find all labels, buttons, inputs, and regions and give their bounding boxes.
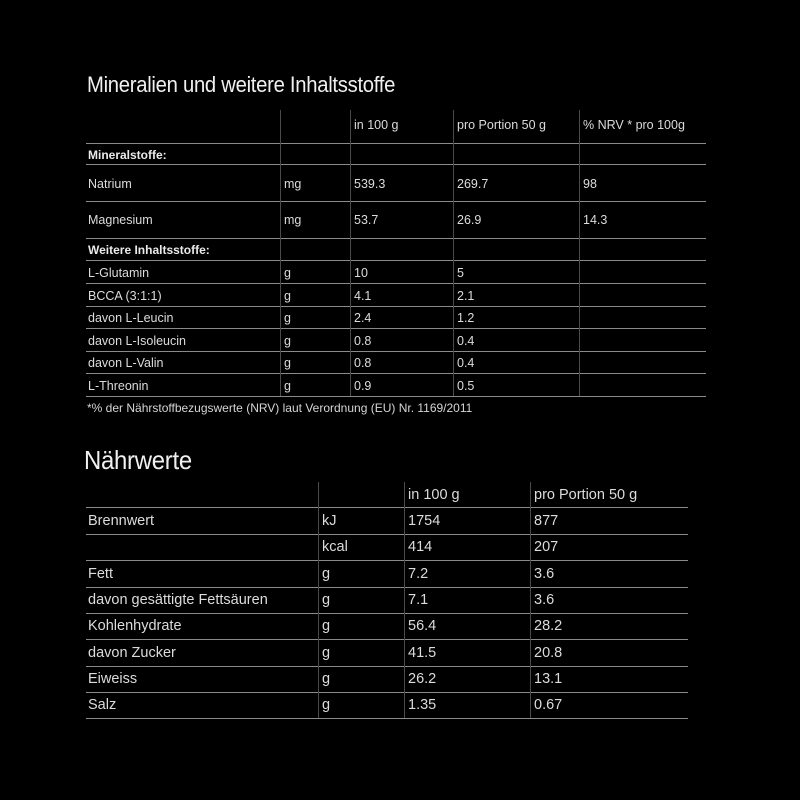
value-per-100g: 53.7 [354,213,379,227]
column-divider [280,110,281,396]
nutrient-name: Eiweiss [88,670,138,687]
value-per-portion: 0.4 [457,333,475,348]
unit-cell: kcal [322,539,348,556]
unit-cell: g [284,333,291,348]
value-per-100g: 10 [354,266,368,280]
nutrient-name: davon gesättigte Fettsäuren [88,591,268,608]
value-per-portion: 20.8 [534,644,563,661]
value-per-100g: 7.1 [408,591,429,608]
row-divider [86,396,706,397]
value-per-portion: 1.2 [457,311,475,326]
value-per-100g: 0.9 [354,379,372,393]
mineral-section-title: Mineralien und weitere Inhaltsstoffe [87,72,396,97]
row-divider [86,164,706,165]
value-per-portion: 28.2 [534,618,563,635]
nrv-percent: 14.3 [583,213,608,227]
value-per-100g: 26.2 [408,670,437,687]
ingredient-name: L-Glutamin [88,266,150,280]
unit-cell: kJ [322,513,337,529]
column-header: pro Portion 50 g [534,487,638,503]
value-per-100g: 414 [408,539,433,556]
column-header: in 100 g [354,118,399,132]
unit-cell: g [284,356,291,371]
value-per-100g: 56.4 [408,618,437,635]
ingredient-name: BCCA (3:1:1) [88,288,162,303]
value-per-portion: 3.6 [534,591,555,608]
header-divider [86,143,706,144]
value-per-portion: 2.1 [457,288,475,303]
nutrition-section-title: Nährwerte [84,445,192,475]
row-divider [86,666,688,667]
row-divider [86,373,706,374]
unit-cell: g [322,618,331,635]
value-per-100g: 41.5 [408,644,437,661]
unit-cell: mg [284,213,302,227]
row-divider [86,613,688,614]
row-divider [86,718,688,719]
row-divider [86,283,706,284]
nrv-footnote: *% der Nährstoffbezugswerte (NRV) laut Verordnung (EU) Nr. 1169/2011 [87,401,473,415]
value-per-portion: 5 [457,266,464,280]
row-divider [86,639,688,640]
group-label-minerals: Mineralstoffe: [88,148,167,162]
row-divider [86,560,688,561]
value-per-100g: 1.35 [408,697,437,714]
row-divider [86,534,688,535]
value-per-portion: 0.67 [534,697,563,714]
value-per-100g: 0.8 [354,356,372,371]
row-divider [86,692,688,693]
unit-cell: g [322,670,331,687]
group-label-further: Weitere Inhaltsstoffe: [88,243,210,257]
row-divider [86,238,706,239]
value-per-portion: 3.6 [534,565,555,582]
value-per-100g: 4.1 [354,288,372,303]
unit-cell: g [322,697,331,714]
value-per-100g: 7.2 [408,565,429,582]
nutrient-name: Kohlenhydrate [88,618,182,635]
row-divider [86,328,706,329]
unit-cell: g [284,311,291,326]
ingredient-name: davon L-Valin [88,356,164,371]
column-header: % NRV * pro 100g [583,118,685,132]
row-divider [86,260,706,261]
column-divider [453,110,454,396]
ingredient-name: davon L-Leucin [88,311,174,326]
column-divider [350,110,351,396]
column-header: pro Portion 50 g [457,118,546,132]
unit-cell: g [322,591,331,608]
nutrient-name: Brennwert [88,513,155,529]
column-divider [318,482,319,718]
nrv-percent: 98 [583,177,597,191]
value-per-100g: 2.4 [354,311,372,326]
value-per-100g: 0.8 [354,333,372,348]
value-per-portion: 26.9 [457,213,482,227]
row-divider [86,587,688,588]
header-divider [86,507,688,508]
unit-cell: g [284,379,291,393]
row-divider [86,201,706,202]
unit-cell: g [322,565,331,582]
unit-cell: g [322,644,331,661]
ingredient-name: davon L-Isoleucin [88,333,186,348]
value-per-portion: 0.5 [457,379,475,393]
mineral-name: Magnesium [88,213,153,227]
value-per-portion: 269.7 [457,177,489,191]
nutrient-name: Salz [88,697,117,714]
unit-cell: mg [284,177,302,191]
value-per-100g: 1754 [408,513,441,529]
column-divider [579,110,580,396]
value-per-portion: 207 [534,539,559,556]
value-per-portion: 13.1 [534,670,563,687]
unit-cell: g [284,266,291,280]
row-divider [86,351,706,352]
nutrient-name: davon Zucker [88,644,176,661]
value-per-portion: 877 [534,513,559,529]
ingredient-name: L-Threonin [88,379,149,393]
value-per-100g: 539.3 [354,177,386,191]
column-divider [530,482,531,718]
column-header: in 100 g [408,487,460,503]
row-divider [86,306,706,307]
value-per-portion: 0.4 [457,356,475,371]
unit-cell: g [284,288,291,303]
nutrient-name: Fett [88,565,113,582]
column-divider [404,482,405,718]
mineral-name: Natrium [88,177,132,191]
